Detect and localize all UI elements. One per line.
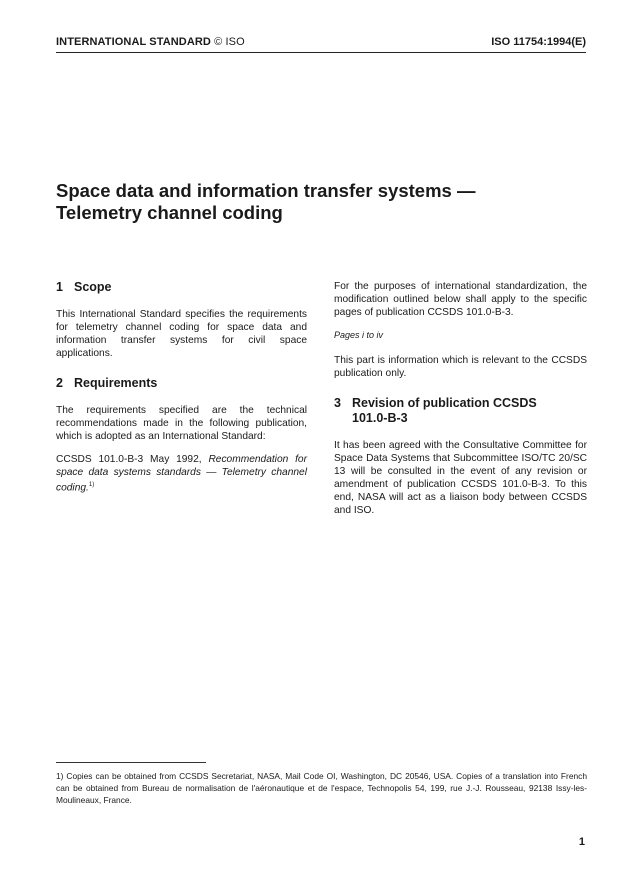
page-header <box>56 36 586 50</box>
header-copyright: © ISO <box>214 36 245 48</box>
modification-intro: For the purposes of international standardization, the modification outlined below shall apply to the specific pages of publication CCSDS 101.0-B-3. <box>334 281 587 318</box>
page-number: 1 <box>578 836 585 848</box>
scope-number: 1 <box>56 280 63 294</box>
header-left-label: INTERNATIONAL STANDARD <box>56 36 211 48</box>
page-title <box>56 180 576 224</box>
title-line-1: Space data and information transfer systems — <box>56 180 476 201</box>
requirements-reference <box>56 453 307 494</box>
revision-number: 3 <box>334 396 341 410</box>
left-column <box>56 280 307 504</box>
requirements-number: 2 <box>56 376 63 390</box>
pages-label: Pages i to iv <box>334 330 384 340</box>
footnote-mark: 1) <box>88 482 95 488</box>
revision-heading-line-2: 101.0-B-3 <box>352 411 408 425</box>
header-standard-label <box>56 36 245 48</box>
requirements-body: The requirements specified are the technical recommendations made in the following publication, which is adopted as an International Standard: <box>56 405 307 442</box>
revision-heading <box>334 396 587 426</box>
requirements-heading <box>56 376 307 391</box>
footnote: 1) Copies can be obtained from CCSDS Secretariat, NASA, Mail Code OI, Washington, DC 20546, USA. Copies of a translation into French can be obtained from Bureau de normalisation de l'aéronautique et de l'espace, Technopolis 54, 199, rue J.-J. Rousseau, 92138 Issy-les-Moulineaux, France. <box>56 771 587 805</box>
right-column <box>334 280 587 527</box>
scope-heading-text: Scope <box>74 280 112 294</box>
footnote-rule <box>56 762 206 763</box>
revision-body: It has been agreed with the Consultative Committee for Space Data Systems that Subcommittee ISO/TC 20/SC 13 will be consulted in the event of any revision or amendment of publication CCSDS 101.0-B-3. To this end, NASA will act as a liaison body between CCSDS and ISO. <box>334 440 587 516</box>
reference-title: Recommendation for space data systems standards — Telemetry channel coding. <box>56 454 307 494</box>
reference-code: CCSDS 101.0-B-3 May 1992, <box>56 454 202 465</box>
header-rule <box>56 52 586 53</box>
title-line-2: Telemetry channel coding <box>56 202 283 223</box>
header-document-id: ISO 11754:1994(E) <box>491 36 586 48</box>
revision-heading-line-1: Revision of publication CCSDS <box>352 396 537 410</box>
scope-heading <box>56 280 307 295</box>
pages-info: This part is information which is relevant to the CCSDS publication only. <box>334 355 587 379</box>
scope-body: This International Standard specifies the requirements for telemetry channel coding for space data and information transfer systems for civil space applications. <box>56 309 307 359</box>
requirements-heading-text: Requirements <box>74 376 158 390</box>
